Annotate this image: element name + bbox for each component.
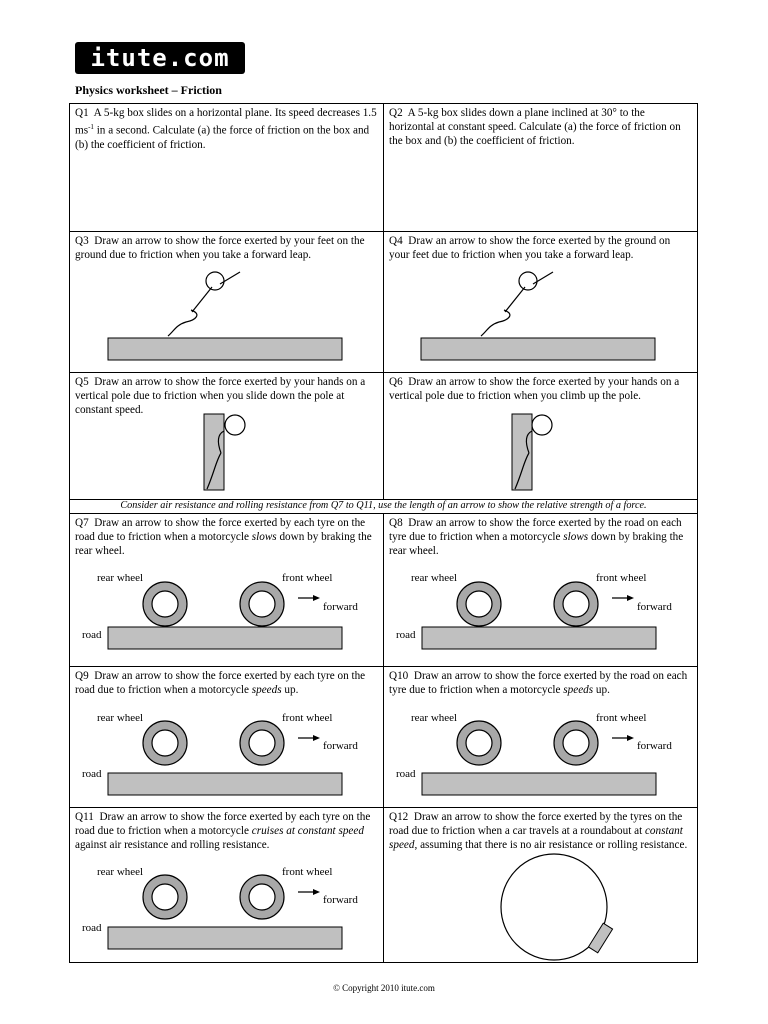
question-cell-q6 xyxy=(384,373,697,499)
question-cell-q4 xyxy=(384,232,697,372)
pole-figure-diagram xyxy=(70,373,383,499)
question-text: Q1 A 5-kg box slides on a horizontal plane. Its speed decreases 1.5 $ms^{-1}$ in a second. Calculate (a) the force of friction on the box and (b) the coefficient of friction. xyxy=(75,107,377,151)
rear-wheel-label: rear wheel xyxy=(97,866,144,878)
forward-label: forward xyxy=(323,894,358,906)
question-text: Q2 A 5-kg box slides down a plane inclined at 30° to the horizontal at constant speed. Calculate (a) the force of friction on the box and (b) the coefficient of friction. xyxy=(389,107,681,147)
question-text: Q7 Draw an arrow to show the force exerted by each tyre on the road due to friction when a motorcycle slows down by braking the rear wheel. xyxy=(75,517,372,557)
road-label: road xyxy=(82,629,102,641)
roundabout-diagram xyxy=(384,808,697,963)
question-cell-q8 xyxy=(384,514,697,666)
forward-label: forward xyxy=(323,601,358,613)
question-cell-q3 xyxy=(70,232,383,372)
road-label: road xyxy=(396,768,416,780)
front-wheel-label: front wheel xyxy=(282,712,333,724)
question-cell-q11 xyxy=(70,808,383,963)
question-text: Q5 Draw an arrow to show the force exerted by your hands on a vertical pole due to friction when you slide down the pole at constant speed. xyxy=(75,376,366,416)
site-logo: itute.com xyxy=(75,42,245,74)
worksheet-title: Physics worksheet – Friction xyxy=(75,83,222,97)
front-wheel-label: front wheel xyxy=(596,712,647,724)
question-cell-q7 xyxy=(70,514,383,666)
motorcycle-wheels-diagram xyxy=(384,514,697,666)
question-cell-q9 xyxy=(70,667,383,807)
road-label: road xyxy=(396,629,416,641)
rear-wheel-label: rear wheel xyxy=(97,712,144,724)
road-label: road xyxy=(82,768,102,780)
question-text: Q12 Draw an arrow to show the force exerted by the tyres on the road due to friction when a car travels at a roundabout at constant speed, assuming that there is no air resistance or rolling resistance. xyxy=(389,811,688,851)
question-text: Q9 Draw an arrow to show the force exerted by each tyre on the road due to friction when a motorcycle speeds up. xyxy=(75,670,366,696)
question-text: Q4 Draw an arrow to show the force exerted by the ground on your feet due to friction when you take a forward leap. xyxy=(389,235,671,261)
forward-label: forward xyxy=(637,740,672,752)
rear-wheel-label: rear wheel xyxy=(411,712,458,724)
leaping-figure-diagram xyxy=(70,232,383,372)
question-cell-q10 xyxy=(384,667,697,807)
forward-label: forward xyxy=(637,601,672,613)
rear-wheel-label: rear wheel xyxy=(411,572,458,584)
road-label: road xyxy=(82,922,102,934)
question-text: Q3 Draw an arrow to show the force exerted by your feet on the ground due to friction when you take a forward leap. xyxy=(75,235,365,261)
motorcycle-wheels-diagram xyxy=(70,667,383,807)
motorcycle-wheels-diagram xyxy=(70,808,383,963)
instruction-note: Consider air resistance and rolling resistance from Q7 to Q11, use the length of an arrow to show the relative strength of a force. xyxy=(120,500,647,511)
question-text: Q11 Draw an arrow to show the force exerted by each tyre on the road due to friction when a motorcycle cruises at constant speed against air resistance and rolling resistance. xyxy=(75,811,371,851)
leaping-figure-diagram xyxy=(384,232,697,372)
front-wheel-label: front wheel xyxy=(282,572,333,584)
question-cell-q2 xyxy=(384,104,697,231)
forward-label: forward xyxy=(323,740,358,752)
question-cell-q1 xyxy=(70,104,383,231)
question-cell-q5 xyxy=(70,373,383,499)
front-wheel-label: front wheel xyxy=(282,866,333,878)
question-text: Q10 Draw an arrow to show the force exerted by the road on each tyre due to friction when a motorcycle speeds up. xyxy=(389,670,688,696)
rear-wheel-label: rear wheel xyxy=(97,572,144,584)
motorcycle-wheels-diagram xyxy=(70,514,383,666)
worksheet-grid xyxy=(69,103,698,963)
question-text: Q6 Draw an arrow to show the force exerted by your hands on a vertical pole due to friction when you climb up the pole. xyxy=(389,376,680,402)
motorcycle-wheels-diagram xyxy=(384,667,697,807)
front-wheel-label: front wheel xyxy=(596,572,647,584)
pole-figure-diagram xyxy=(384,373,697,499)
question-text: Q8 Draw an arrow to show the force exerted by the road on each tyre due to friction when a motorcycle slows down by braking the rear wheel. xyxy=(389,517,684,557)
question-cell-q12 xyxy=(384,808,697,963)
copyright-footer: © Copyright 2010 itute.com xyxy=(333,983,435,993)
